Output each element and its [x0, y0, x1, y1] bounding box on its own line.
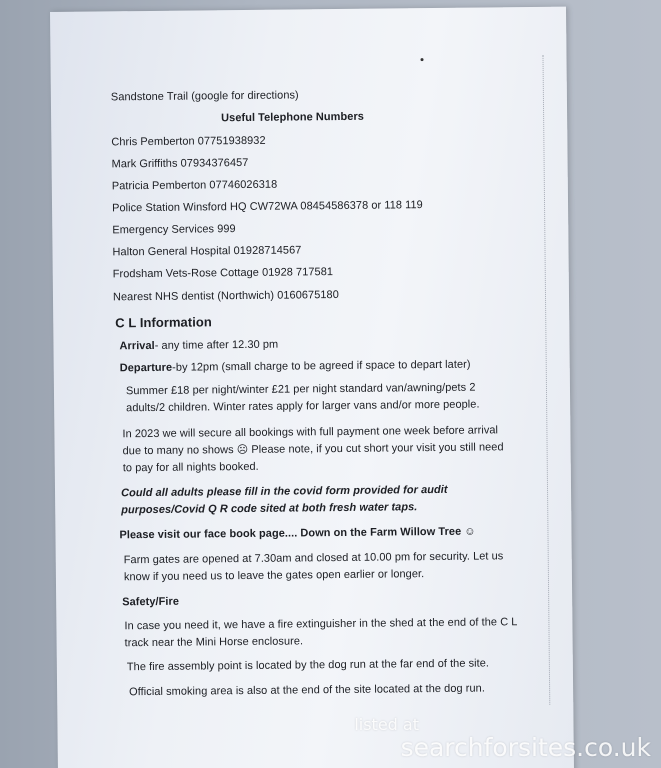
departure-line: [120, 357, 471, 378]
safety-title: Safety/Fire: [122, 595, 180, 609]
rates-line: adults/2 children. Winter rates apply for larger vans and/or more people.: [126, 398, 480, 415]
covid-line: purposes/Covid Q R code sited at both fresh water taps.: [121, 501, 418, 517]
paper-sheet: [50, 7, 574, 768]
contact-line: Nearest NHS dentist (Northwich) 0160675180: [112, 288, 339, 304]
contact-line: Chris Pemberton 07751938932: [111, 134, 266, 149]
contact-line: Police Station Winsford HQ CW72WA 08454586378 or 118 119: [111, 199, 423, 215]
booking-line: In 2023 we will secure all bookings with full payment one week before arrival: [122, 424, 499, 441]
booking-line: due to many no shows ☹ Please note, if you cut short your visit you still need: [122, 441, 504, 458]
contact-line: Patricia Pemberton 07746026318: [111, 178, 278, 193]
departure-label: Departure: [119, 361, 173, 375]
phone-title: Useful Telephone Numbers: [221, 110, 364, 125]
fire-line: track near the Mini Horse enclosure.: [124, 635, 304, 650]
ink-speck: [421, 58, 424, 61]
booking-line: to pay for all nights booked.: [122, 460, 259, 475]
arrival-line: [119, 337, 278, 356]
contact-line: Mark Griffiths 07934376457: [111, 156, 249, 171]
gates-line: know if you need us to leave the gates open earlier or longer.: [123, 568, 425, 584]
watermark: [354, 716, 651, 762]
watermark-line2: searchforsites.co.uk: [400, 733, 651, 762]
assembly-line: The fire assembly point is located by the dog run at the far end of the site.: [126, 657, 490, 674]
covid-line: Could all adults please fill in the covid form provided for audit: [120, 483, 448, 500]
trail-line: Sandstone Trail (google for directions): [110, 89, 299, 104]
contact-line: Frodsham Vets-Rose Cottage 01928 717581: [112, 266, 334, 281]
rates-line: Summer £18 per night/winter £21 per night standard van/awning/pets 2: [125, 381, 476, 398]
cl-title: C L Information: [115, 314, 212, 331]
gates-line: Farm gates are opened at 7.30am and closed at 10.00 pm for security. Let us: [123, 550, 504, 567]
contact-line: Halton General Hospital 01928714567: [112, 244, 302, 259]
perforation-line: [542, 55, 550, 705]
watermark-line1: listed at: [354, 715, 419, 734]
facebook-line: Please visit our face book page.... Down on the Farm Willow Tree ☺: [119, 525, 476, 542]
fire-line: In case you need it, we have a fire extinguisher in the shed at the end of the C L: [124, 616, 518, 633]
arrival-text: - any time after 12.30 pm: [154, 338, 279, 352]
departure-text: -by 12pm (small charge to be agreed if space to depart later): [172, 358, 471, 374]
arrival-label: Arrival: [119, 339, 155, 353]
contact-line: Emergency Services 999: [112, 223, 236, 237]
smoking-line: Official smoking area is also at the end of the site located at the dog run.: [129, 682, 485, 699]
